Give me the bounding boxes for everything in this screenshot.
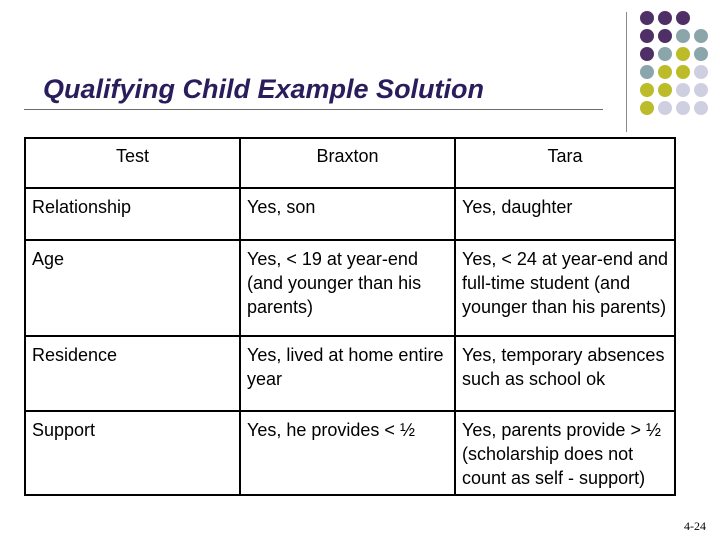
table-row bbox=[25, 411, 675, 495]
table-row bbox=[25, 336, 675, 411]
header-braxton: Braxton bbox=[240, 138, 455, 188]
decorative-dot bbox=[694, 47, 708, 61]
cell-test: Age bbox=[25, 240, 240, 336]
qualifying-child-table bbox=[24, 137, 676, 496]
decorative-dot bbox=[658, 101, 672, 115]
decorative-dot bbox=[640, 11, 654, 25]
decorative-dot bbox=[658, 47, 672, 61]
decorative-dot bbox=[694, 83, 708, 97]
decorative-dot bbox=[676, 29, 690, 43]
decorative-dot bbox=[676, 11, 690, 25]
decorative-dot bbox=[640, 65, 654, 79]
decorative-dot bbox=[676, 65, 690, 79]
cell-braxton: Yes, son bbox=[240, 188, 455, 240]
title-underline bbox=[24, 109, 603, 110]
slide-title: Qualifying Child Example Solution bbox=[43, 74, 485, 104]
cell-tara: Yes, parents provide > ½ (scholarship does not count as self - support) bbox=[455, 411, 675, 495]
decorative-dot bbox=[694, 101, 708, 115]
table-header-row bbox=[25, 138, 675, 188]
cell-test: Support bbox=[25, 411, 240, 495]
cell-test: Residence bbox=[25, 336, 240, 411]
cell-test: Relationship bbox=[25, 188, 240, 240]
header-test: Test bbox=[25, 138, 240, 188]
decorative-dot bbox=[676, 47, 690, 61]
table-row bbox=[25, 240, 675, 336]
cell-braxton: Yes, he provides < ½ bbox=[240, 411, 455, 495]
decorative-dot bbox=[658, 29, 672, 43]
decorative-dot bbox=[658, 65, 672, 79]
cell-tara: Yes, < 24 at year-end and full-time student (and younger than his parents) bbox=[455, 240, 675, 336]
decorative-dot bbox=[694, 29, 708, 43]
cell-tara: Yes, daughter bbox=[455, 188, 675, 240]
decorative-dot bbox=[658, 11, 672, 25]
decorative-vertical-rule bbox=[626, 12, 627, 132]
decorative-dot bbox=[658, 83, 672, 97]
cell-braxton: Yes, lived at home entire year bbox=[240, 336, 455, 411]
decorative-dot bbox=[694, 65, 708, 79]
decorative-dot bbox=[640, 29, 654, 43]
table-row bbox=[25, 188, 675, 240]
decorative-dot bbox=[640, 101, 654, 115]
cell-braxton: Yes, < 19 at year-end (and younger than his parents) bbox=[240, 240, 455, 336]
decorative-dot bbox=[676, 83, 690, 97]
slide-number: 4-24 bbox=[684, 519, 706, 533]
cell-tara: Yes, temporary absences such as school ok bbox=[455, 336, 675, 411]
header-tara: Tara bbox=[455, 138, 675, 188]
decorative-dot-grid bbox=[0, 0, 720, 140]
decorative-dot bbox=[676, 101, 690, 115]
decorative-dot bbox=[640, 47, 654, 61]
decorative-dot bbox=[640, 83, 654, 97]
